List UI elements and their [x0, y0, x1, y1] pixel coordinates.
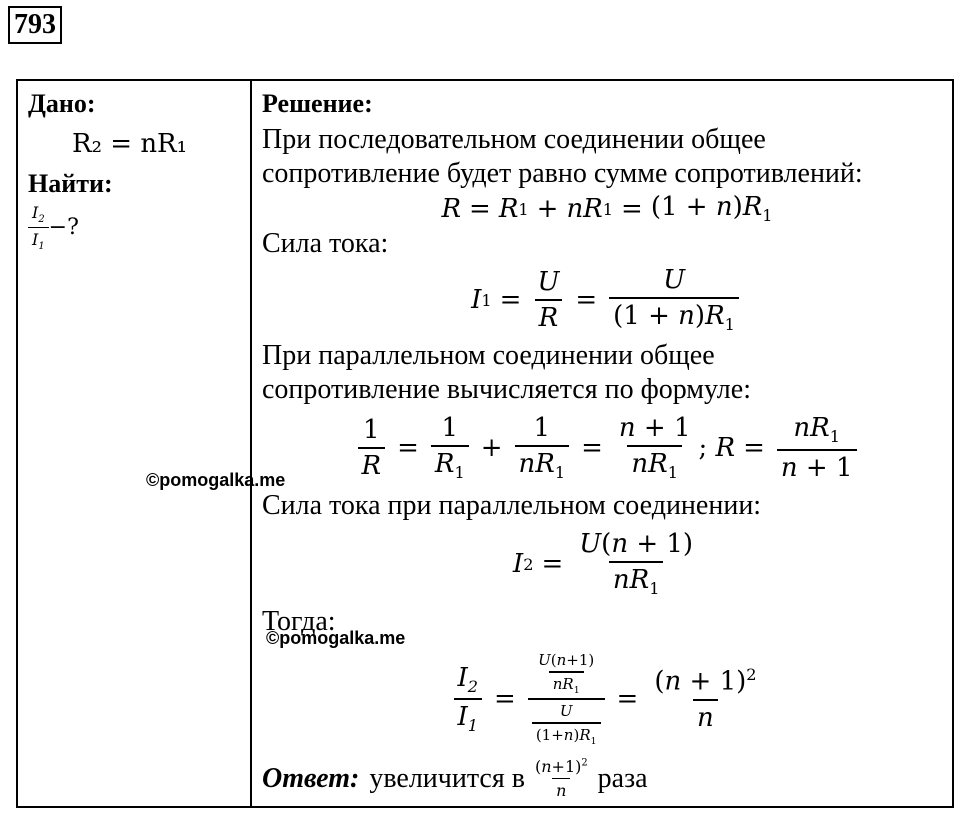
given-condition: R₂ = nR₁: [72, 129, 188, 159]
solution-heading: Решение:: [262, 89, 373, 118]
paragraph-parallel-2: сопротивление вычисляется по формуле:: [262, 374, 751, 405]
answer-line: [262, 757, 952, 800]
watermark: ©pomogalka.me: [266, 628, 406, 648]
formula-current-1: I 1 = $\frac{U}{R}$ = $\frac{U}{(1 + n)R_1}$: [262, 261, 952, 339]
column-divider: [250, 81, 252, 806]
answer-text: увеличится в: [369, 762, 525, 794]
find-fraction: $\frac{I_2}{I_1}$: [28, 203, 49, 252]
given-heading: Дано:: [28, 89, 96, 118]
find-expression: [28, 203, 243, 252]
paragraph-series-1: При последовательном соединении общее: [262, 124, 766, 155]
given-column: [28, 85, 243, 252]
answer-label: Ответ:: [262, 762, 360, 794]
current-label: Сила тока:: [262, 228, 389, 259]
formula-ratio: $\frac{I_2}{I_1}$ = $\frac{\frac{U(n+1)}{nR_1}}{\frac{U}{(1+n)R_1}}$ = $\frac{(n + 1)^2}{n}$: [262, 641, 952, 757]
find-heading: Найти:: [28, 169, 113, 198]
paragraph-series-2: сопротивление будет равно сумме сопротивлений:: [262, 158, 863, 189]
then-label: Тогда:: [262, 606, 336, 637]
solution-column: [262, 85, 952, 800]
formula-parallel-resistance: $\frac{1}{R}$ = $\frac{1}{R_1}$ + $\frac{1}{nR_1}$ = $\frac{n + 1}{nR_1}$ ; R = $\frac{nR_1}{n + 1}$: [262, 407, 952, 489]
formula-current-2: I 2 = $\frac{U(n + 1)}{nR_1}$: [512, 529, 694, 599]
formula-series-resistance: R = R 1 + nR 1 = $(1 + n)R_1$: [441, 192, 773, 226]
paragraph-parallel-1: При параллельном соединении общее: [262, 340, 715, 371]
problem-number: 793: [8, 6, 62, 44]
watermark: ©pomogalka.me: [146, 470, 286, 490]
solution-table: [16, 79, 954, 808]
paragraph-current-parallel: Сила тока при параллельном соединении:: [262, 490, 762, 521]
answer-fraction: $\frac{(n+1)^2}{n}$: [534, 757, 588, 800]
answer-suffix: раза: [597, 762, 648, 794]
find-suffix: −?: [48, 215, 79, 241]
